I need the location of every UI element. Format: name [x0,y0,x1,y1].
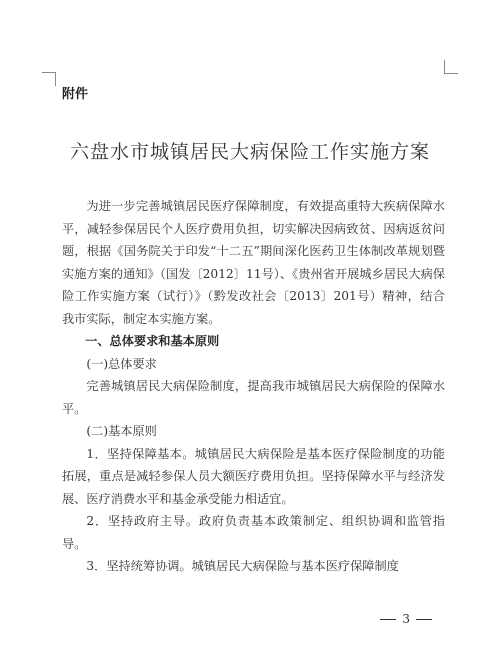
footer-dash-left [380,619,396,620]
crop-mark-top-left-h [42,72,56,73]
page-number: 3 [402,612,410,626]
footer-dash-right [416,619,432,620]
attachment-label: 附件 [62,87,89,102]
crop-mark-top-right [444,60,445,74]
subsection-heading: (一)总体要求 [86,356,157,371]
principle-item: 3．坚持统筹协调。城镇居民大病保险与基本医疗保障制度 [86,559,399,573]
page-footer [374,612,438,626]
principle-item: 2．坚持政府主导。政府负责基本政策制定、组织协调和监管指导。 [62,514,445,551]
document-body [62,195,445,578]
document-title: 六盘水市城镇居民大病保险工作实施方案 [69,141,430,163]
intro-paragraph: 为进一步完善城镇居民医疗保障制度，有效提高重特大疾病保障水平，减轻参保居民个人医疗费用负担，切实解决因病致贫、因病返贫问题，根据《国务院关于印发“十二五”期间深化医药卫生体制改革规划暨实施方案的通知》（国发〔2012〕11号）、《贵州省开展城乡居民大病保险工作实施方案（试行）》（黔发改社会〔2013〕201号）精神，结合我市实际，制定本实施方案。 [62,199,445,326]
paragraph: 完善城镇居民大病保险制度，提高我市城镇居民大病保险的保障水平。 [62,379,445,416]
crop-mark-top-left [55,72,56,86]
subsection-heading: (二)基本原则 [86,424,157,438]
principle-item: 1．坚持保障基本。城镇居民大病保险是基本医疗保险制度的功能拓展，重点是减轻参保人员大额医疗费用负担。坚持保障水平与经济发展、医疗消费水平和基金承受能力相适宜。 [62,446,445,506]
crop-mark-top-right-h [444,73,458,74]
section-heading: 一、总体要求和基本原则 [85,334,220,348]
